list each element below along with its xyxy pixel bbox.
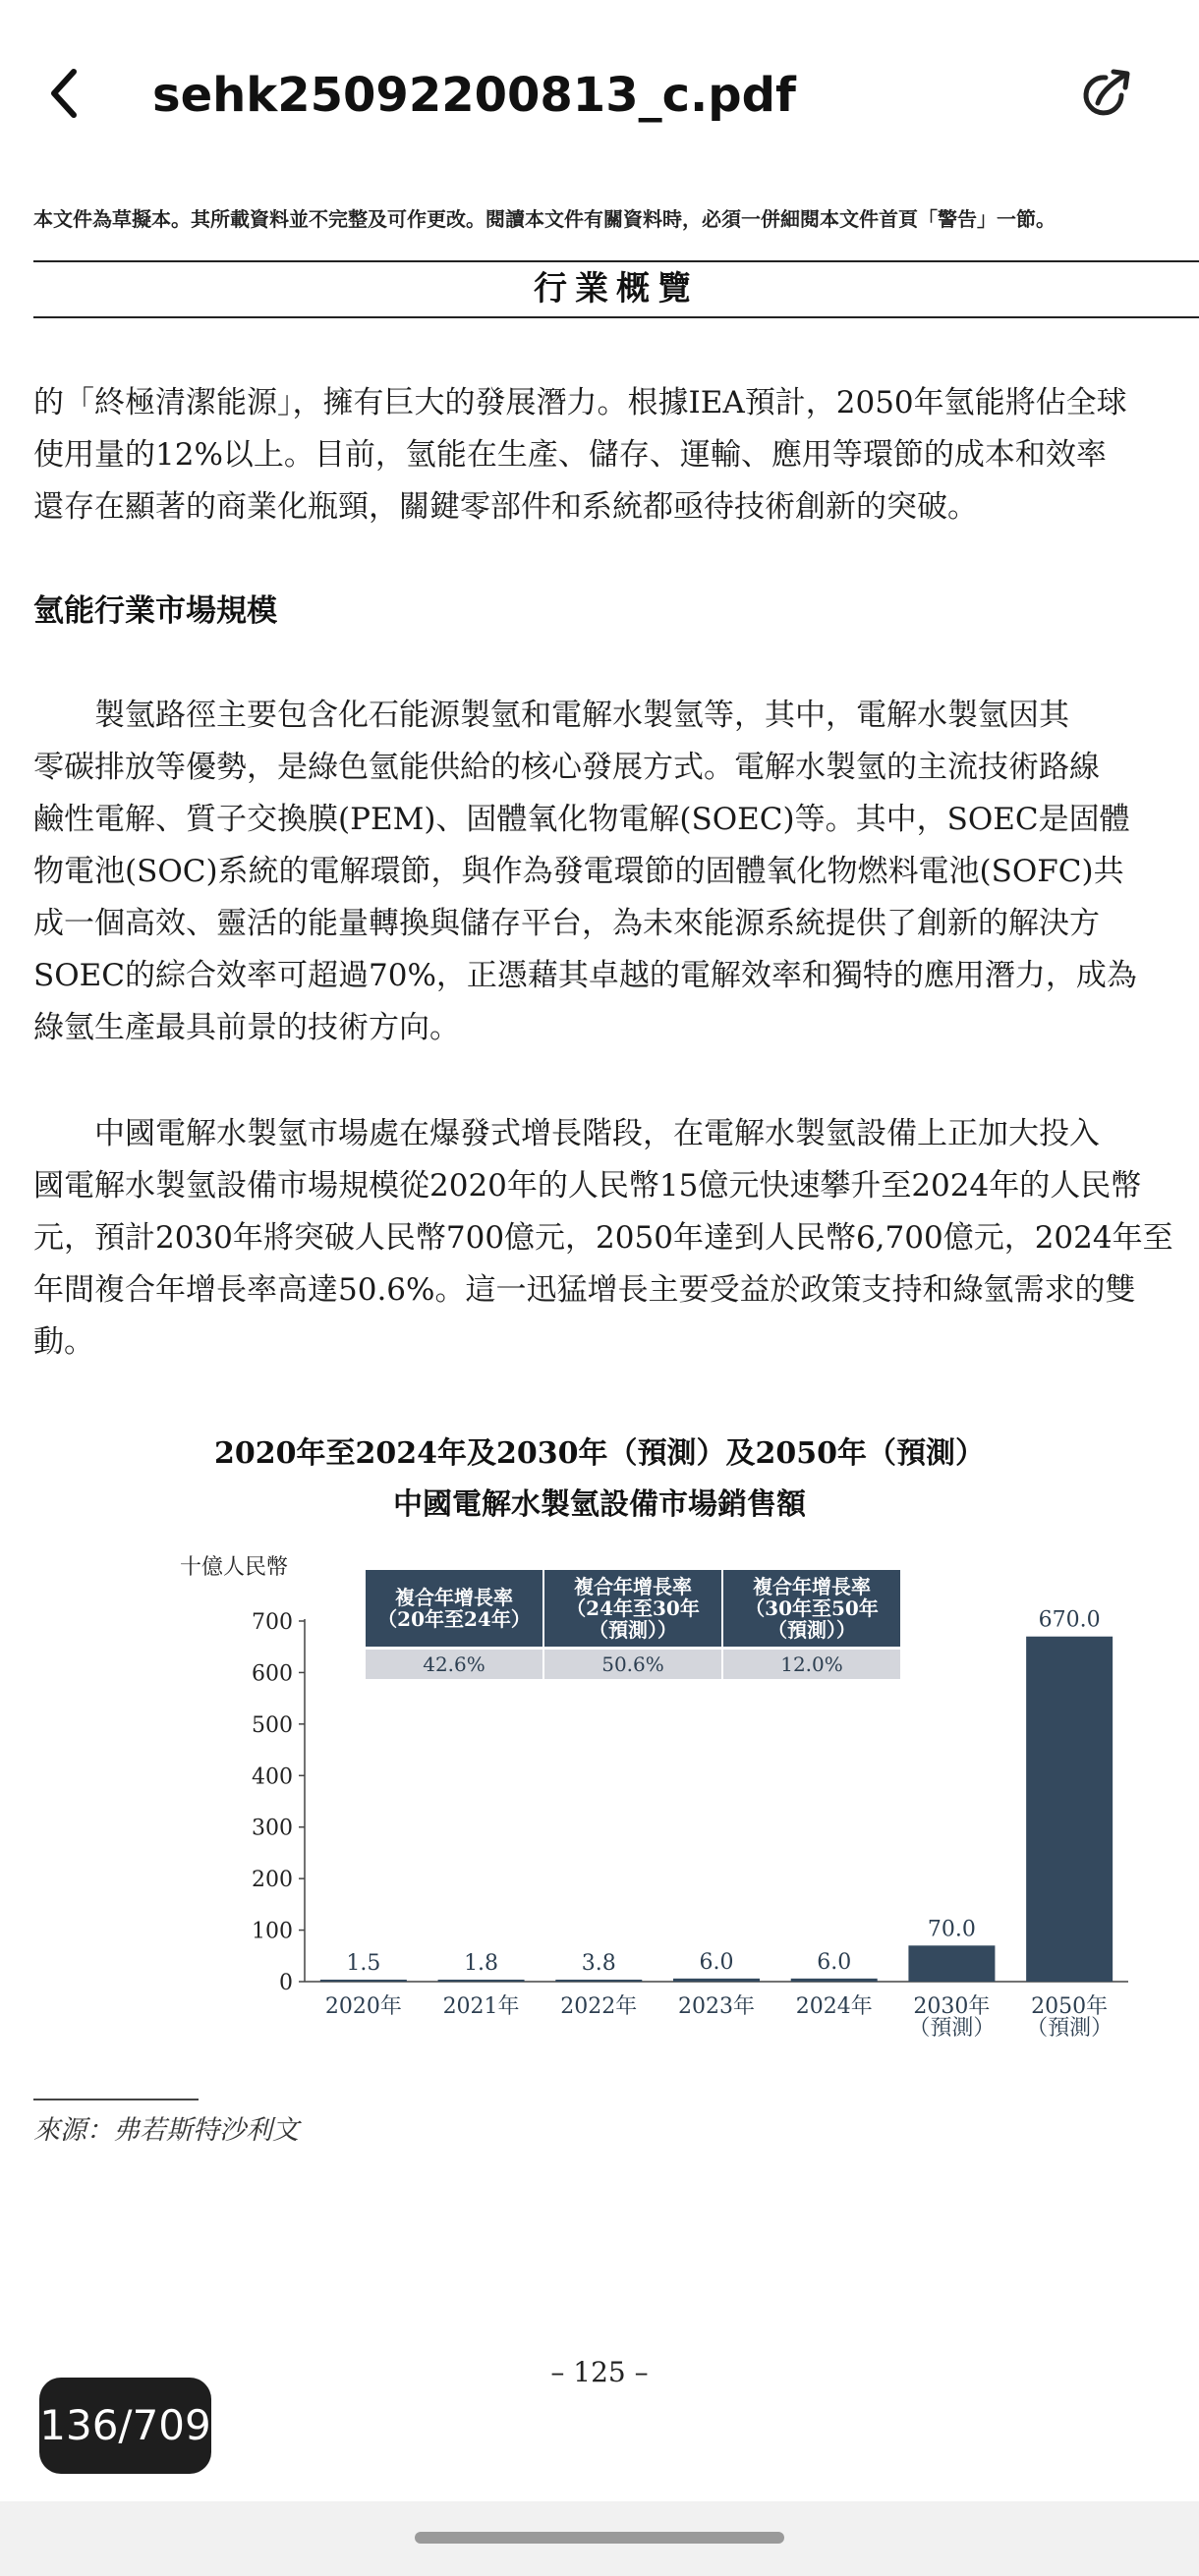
page-indicator: 136/709 xyxy=(39,2378,211,2474)
source-note: 來源：弗若斯特沙利文 xyxy=(33,2115,299,2146)
x-tick-label: （預測） xyxy=(1026,2016,1113,2041)
y-tick-label: 0 xyxy=(279,1971,293,1995)
page-number: – 125 – xyxy=(550,2356,649,2388)
paragraph-1 xyxy=(33,377,1199,533)
data-label: 6.0 xyxy=(817,1949,852,1975)
paragraph-line: 國電解水製氫設備市場規模從2020年的人民幣15億元快速攀升至2024年的人民幣 xyxy=(33,1168,1142,1204)
cagr-value: 42.6% xyxy=(423,1652,485,1676)
header-rule-top xyxy=(33,260,1199,262)
cagr-header-text: （預測）） xyxy=(589,1618,677,1642)
data-label: 3.8 xyxy=(581,1951,616,1976)
x-tick-label: 2020年 xyxy=(324,1994,402,2019)
header-rule-bottom xyxy=(33,316,1199,318)
share-button[interactable] xyxy=(1071,61,1140,130)
cagr-value: 12.0% xyxy=(780,1652,843,1676)
paragraph-line: 元，預計2030年將突破人民幣700億元，2050年達到人民幣6,700億元，2024年至 xyxy=(33,1220,1173,1256)
x-tick-label: （預測） xyxy=(908,2016,996,2041)
cagr-header-text: （20年至24年） xyxy=(377,1607,531,1631)
y-tick-label: 300 xyxy=(252,1816,293,1841)
paragraph-line: 的「終極清潔能源」，擁有巨大的發展潛力。根據IEA預計，2050年氫能將佔全球 xyxy=(33,385,1127,420)
paragraph-line: 零碳排放等優勢，是綠色氫能供給的核心發展方式。電解水製氫的主流技術路線 xyxy=(33,750,1100,785)
bar xyxy=(673,1979,760,1982)
x-tick-label: 2023年 xyxy=(678,1994,755,2019)
paragraph-line: 使用量的12%以上。目前，氫能在生產、儲存、運輸、應用等環節的成本和效率 xyxy=(33,437,1107,473)
cagr-header-text: （24年至30年 xyxy=(566,1596,700,1620)
x-tick-label: 2030年 xyxy=(913,1994,991,2019)
bar-chart xyxy=(0,1552,1199,2063)
bar xyxy=(908,1945,995,1982)
bar xyxy=(438,1980,525,1982)
cagr-header-text: （預測）） xyxy=(768,1618,856,1642)
cagr-value: 50.6% xyxy=(601,1652,664,1676)
paragraph-line: 中國電解水製氫市場處在爆發式增長階段，在電解水製氫設備上正加大投入 xyxy=(33,1116,1100,1151)
y-axis-label: 十億人民幣 xyxy=(179,1555,289,1580)
data-label: 70.0 xyxy=(927,1917,976,1942)
paragraph-line: 綠氫生產最具前景的技術方向。 xyxy=(33,1010,460,1045)
cagr-header-text: 複合年增長率 xyxy=(574,1575,692,1598)
source-rule xyxy=(33,2099,199,2100)
paragraph-line: SOEC的綜合效率可超過70%，正憑藉其卓越的電解效率和獨特的應用潛力，成為 xyxy=(33,958,1137,993)
x-tick-label: 2024年 xyxy=(795,1994,873,2019)
y-tick-label: 100 xyxy=(252,1919,293,1944)
cagr-header-text: （30年至50年 xyxy=(745,1596,879,1620)
x-tick-label: 2050年 xyxy=(1031,1994,1109,2019)
y-tick-label: 500 xyxy=(252,1712,293,1738)
back-button[interactable] xyxy=(29,54,98,133)
paragraph-line: 成一個高效、靈活的能量轉換與儲存平台，為未來能源系統提供了創新的解決方 xyxy=(33,906,1100,941)
bar xyxy=(791,1979,878,1982)
paragraph-line: 還存在顯著的商業化瓶頸，關鍵零部件和系統都亟待技術創新的突破。 xyxy=(33,489,978,525)
paragraph-line: 物電池(SOC)系統的電解環節，與作為發電環節的固體氧化物燃料電池(SOFC)共 xyxy=(33,854,1124,889)
data-label: 670.0 xyxy=(1038,1607,1101,1633)
paragraph-3 xyxy=(33,1108,1199,1369)
chevron-left-icon xyxy=(44,66,84,121)
y-tick-label: 400 xyxy=(252,1764,293,1790)
data-label: 1.8 xyxy=(464,1951,499,1976)
bar xyxy=(555,1980,642,1982)
y-tick-label: 600 xyxy=(252,1661,293,1687)
x-tick-label: 2022年 xyxy=(560,1994,638,2019)
cagr-header-text: 複合年增長率 xyxy=(753,1575,871,1598)
cagr-header-text: 複合年增長率 xyxy=(395,1586,513,1609)
x-tick-label: 2021年 xyxy=(442,1994,520,2019)
data-label: 1.5 xyxy=(346,1951,381,1976)
data-label: 6.0 xyxy=(699,1949,734,1975)
y-tick-label: 200 xyxy=(252,1868,293,1893)
document-title: sehk25092200813_c.pdf xyxy=(152,68,796,123)
paragraph-line: 動。 xyxy=(33,1324,94,1360)
home-indicator[interactable] xyxy=(415,2532,784,2544)
draft-notice: 本文件為草擬本。其所載資料並不完整及可作更改。閱讀本文件有關資料時，必須一併細閱本文件首頁「警告」一節。 xyxy=(33,207,1056,231)
top-bar xyxy=(0,0,1199,187)
bar xyxy=(1026,1637,1113,1982)
share-icon xyxy=(1076,66,1135,125)
paragraph-line: 製氫路徑主要包含化石能源製氫和電解水製氫等，其中，電解水製氫因其 xyxy=(33,698,1069,733)
y-tick-label: 700 xyxy=(252,1610,293,1635)
paragraph-2 xyxy=(33,690,1199,1054)
section-header: 行業概覽 xyxy=(534,269,699,308)
paragraph-line: 鹼性電解、質子交換膜(PEM)、固體氧化物電解(SOEC)等。其中，SOEC是固體 xyxy=(33,802,1130,837)
chart-subtitle: 中國電解水製氫設備市場銷售額 xyxy=(393,1487,806,1522)
section-heading: 氫能行業市場規模 xyxy=(33,593,277,629)
bar xyxy=(320,1980,407,1982)
paragraph-line: 年間複合年增長率高達50.6%。這一迅猛增長主要受益於政策支持和綠氫需求的雙 xyxy=(33,1272,1136,1308)
chart-title: 2020年至2024年及2030年（預測）及2050年（預測） xyxy=(214,1436,985,1471)
